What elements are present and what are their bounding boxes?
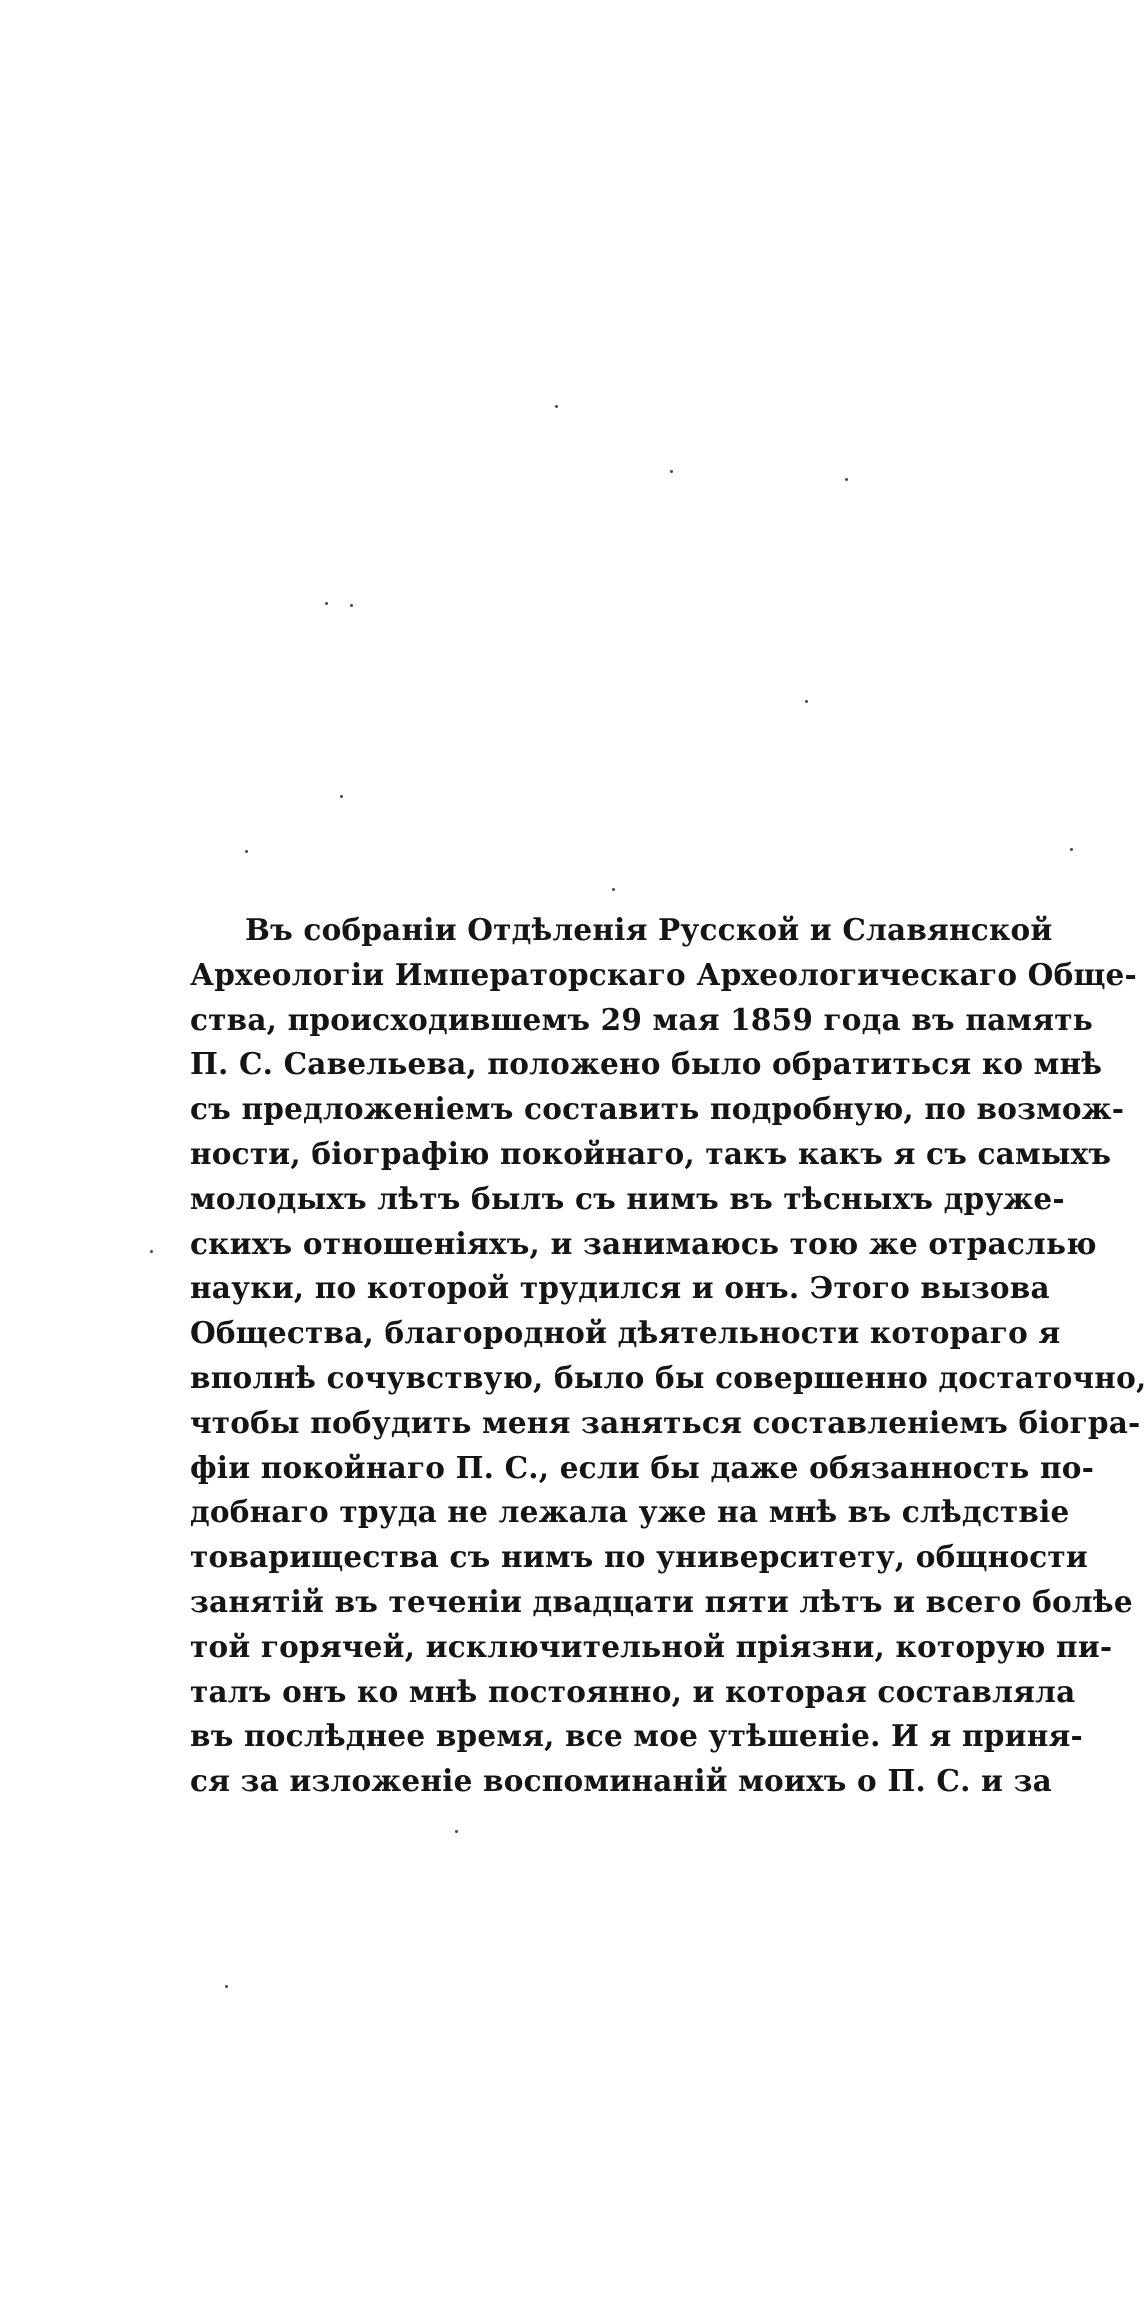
text-line: занятій въ теченіи двадцати пяти лѣтъ и всего болѣе (190, 1583, 1133, 1619)
text-line: той горячей, исключительной пріязни, которую пи- (190, 1628, 1113, 1664)
scan-speck (340, 795, 343, 798)
text-line: ства, происходившемъ 29 мая 1859 года въ память (190, 1001, 1093, 1037)
text-line: талъ онъ ко мнѣ постоянно, и которая составляла (190, 1673, 1076, 1709)
scan-speck (325, 602, 328, 605)
scan-speck (225, 1985, 228, 1988)
scan-speck (670, 470, 673, 473)
scan-speck (245, 850, 248, 853)
text-line: науки, по которой трудился и онъ. Этого вызова (190, 1270, 1050, 1306)
text-line: Археологіи Императорскаго Археологическаго Обще- (190, 956, 1137, 992)
text-line: ся за изложеніе воспоминаній моихъ о П. С. и за (190, 1763, 1052, 1799)
scan-speck (845, 478, 848, 481)
scan-speck (150, 1250, 153, 1253)
scan-speck (350, 604, 353, 607)
text-line: въ послѣднее время, все мое утѣшеніе. И я приня- (190, 1718, 1083, 1754)
scan-speck (555, 405, 558, 408)
text-line: П. С. Савельева, положено было обратиться ко мнѣ (190, 1046, 1103, 1082)
text-line: Въ собраніи Отдѣленія Русской и Славянской (245, 912, 1053, 947)
scan-speck (455, 1830, 458, 1833)
text-line: товарищества съ нимъ по университету, общности (190, 1539, 1088, 1575)
text-line: вполнѣ сочувствую, было бы совершенно достаточно, (190, 1359, 1146, 1395)
text-line: добнаго труда не лежала уже на мнѣ въ слѣдствіе (190, 1494, 1070, 1530)
text-line: ности, біографію покойнаго, такъ какъ я съ самыхъ (190, 1135, 1112, 1171)
scan-speck (612, 888, 615, 891)
text-line: съ предложеніемъ составить подробную, по возмож- (190, 1091, 1125, 1127)
text-line: молодыхъ лѣтъ былъ съ нимъ въ тѣсныхъ друже- (190, 1180, 1065, 1216)
scan-speck (805, 700, 808, 703)
text-line: Общества, благородной дѣятельности котораго я (190, 1315, 1061, 1351)
text-line: чтобы побудить меня заняться составленіемъ біогра- (190, 1404, 1141, 1440)
scan-speck (1070, 848, 1073, 851)
text-line: скихъ отношеніяхъ, и занимаюсь тою же отраслью (190, 1225, 1097, 1261)
text-line: фіи покойнаго П. С., если бы даже обязанность по- (190, 1449, 1095, 1485)
body-paragraph (190, 908, 1146, 1804)
